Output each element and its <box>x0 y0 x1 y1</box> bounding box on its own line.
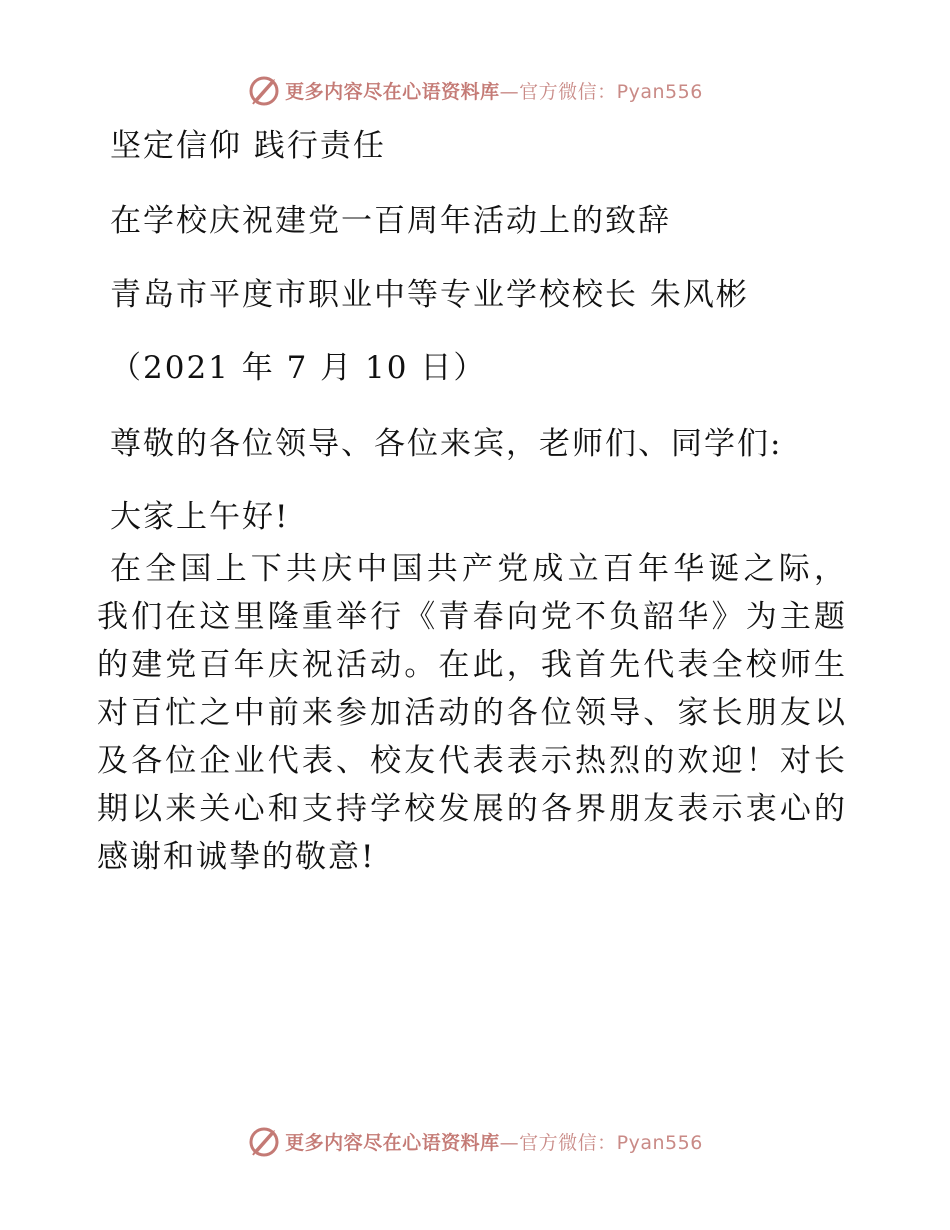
document-title: 坚定信仰 践行责任 <box>110 128 386 164</box>
body-paragraph <box>97 545 847 881</box>
greeting: 大家上午好! <box>110 499 290 535</box>
footer-watermark <box>0 1121 950 1161</box>
watermark-contact: —官方微信：Pyan556 <box>499 1131 703 1154</box>
watermark-brand: 更多内容尽在心语资料库 <box>285 80 500 103</box>
quill-pen-logo-icon <box>247 73 281 107</box>
watermark-text <box>285 1128 703 1155</box>
watermark-text <box>285 77 703 104</box>
document-author: 青岛市平度市职业中等专业学校校长 朱风彬 <box>110 277 749 313</box>
watermark-contact: —官方微信：Pyan556 <box>499 80 703 103</box>
header-watermark <box>0 70 950 110</box>
paragraph-line: 的建党百年庆祝活动。在此，我首先代表全校师生 <box>97 647 847 683</box>
paragraph-line: 在全国上下共庆中国共产党成立百年华诞之际， <box>110 551 847 587</box>
paragraph-line: 及各位企业代表、校友代表表示热烈的欢迎！对长 <box>97 743 847 779</box>
quill-pen-logo-icon <box>247 1124 281 1158</box>
document-date: （2021 年 7 月 10 日） <box>110 350 487 386</box>
paragraph-line: 对百忙之中前来参加活动的各位领导、家长朋友以 <box>97 695 847 731</box>
watermark-brand: 更多内容尽在心语资料库 <box>285 1131 500 1154</box>
paragraph-line: 期以来关心和支持学校发展的各界朋友表示衷心的 <box>97 791 847 827</box>
salutation: 尊敬的各位领导、各位来宾，老师们、同学们: <box>110 426 783 462</box>
paragraph-line: 我们在这里隆重举行《青春向党不负韶华》为主题 <box>97 599 847 635</box>
paragraph-line: 感谢和诚挚的敬意! <box>97 839 376 875</box>
document-subtitle: 在学校庆祝建党一百周年活动上的致辞 <box>110 203 671 239</box>
